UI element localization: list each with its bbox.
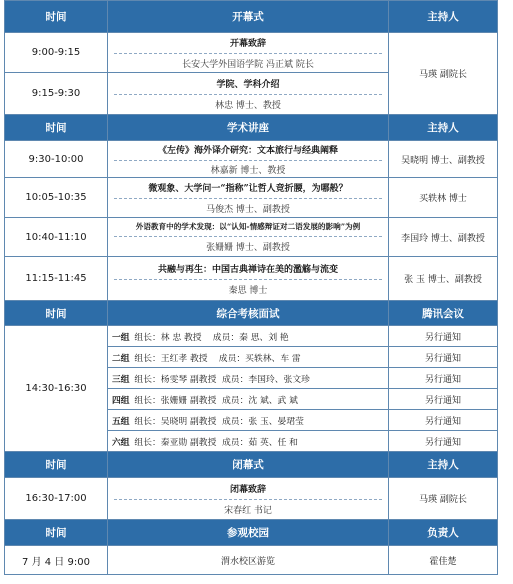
section-header-opening: [5, 1, 498, 33]
host-cell: 马瑛 副院长: [389, 33, 498, 115]
group-leader: 组长：秦亚勋 副教授: [134, 437, 217, 448]
session-cell: [108, 141, 389, 178]
host-cell: 马瑛 副院长: [389, 478, 498, 520]
visit-title: 渭水校区游览: [108, 546, 389, 575]
divider: [114, 94, 382, 95]
host-cell: 买轶林 博士: [389, 178, 498, 218]
time-cell: 16:30-17:00: [5, 478, 108, 520]
session-cell: [108, 218, 389, 257]
speaker: 长安大学外国语学院 冯正斌 院长: [182, 59, 314, 70]
header-title: 学术讲座: [108, 115, 389, 141]
table-row: [5, 141, 498, 178]
divider: [114, 236, 382, 237]
note-cell: 另行通知: [389, 389, 498, 410]
group-cell: [108, 347, 389, 368]
table-row: [5, 257, 498, 301]
note-cell: 另行通知: [389, 431, 498, 452]
host-cell: 霍佳楚: [389, 546, 498, 575]
header-time: 时间: [5, 301, 108, 326]
speaker: 林嘉新 博士、教授: [210, 165, 286, 176]
group-leader: 组长：王红孝 教授: [134, 353, 208, 364]
group-label: 四组: [112, 395, 130, 406]
group-label: 三组: [112, 374, 130, 385]
group-leader: 组长：吴晓明 副教授: [134, 416, 217, 427]
time-cell: 10:40-11:10: [5, 218, 108, 257]
session-title: 微观象、大学问一“指称”让哲人竞折腰，为哪般？: [148, 183, 348, 194]
divider: [114, 499, 382, 500]
table-row: [5, 546, 498, 575]
table-row: [5, 326, 498, 347]
time-cell: 14:30-16:30: [5, 326, 108, 452]
note-cell: 另行通知: [389, 410, 498, 431]
time-cell: 10:05-10:35: [5, 178, 108, 218]
group-leader: 组长：杨雯琴 副教授: [134, 374, 217, 385]
time-cell: 9:30-10:00: [5, 141, 108, 178]
speaker: 张姗姗 博士、副教授: [206, 243, 290, 253]
note-cell: 另行通知: [389, 326, 498, 347]
note-cell: 另行通知: [389, 347, 498, 368]
section-header-exam: [5, 301, 498, 326]
header-title: 参观校园: [108, 520, 389, 546]
time-cell: 11:15-11:45: [5, 257, 108, 301]
group-cell: [108, 410, 389, 431]
host-cell: 李国玲 博士、副教授: [389, 218, 498, 257]
divider: [114, 279, 382, 280]
header-title: 闭幕式: [108, 452, 389, 478]
section-header-lectures: [5, 115, 498, 141]
section-header-visit: [5, 520, 498, 546]
group-label: 五组: [112, 416, 130, 427]
header-title: 开幕式: [108, 1, 389, 33]
time-cell: 7 月 4 日 9:00: [5, 546, 108, 575]
session-cell: [108, 33, 389, 73]
header-host: 主持人: [389, 452, 498, 478]
schedule-table: [4, 0, 498, 575]
time-cell: 9:00-9:15: [5, 33, 108, 73]
group-cell: [108, 389, 389, 410]
host-cell: 张 玉 博士、副教授: [389, 257, 498, 301]
session-title: 外语教育中的学术发现：以“认知-情感辩证对二语发展的影响”为例: [135, 222, 361, 231]
header-host: 腾讯会议: [389, 301, 498, 326]
speaker: 秦思 博士: [228, 285, 268, 296]
header-host: 主持人: [389, 115, 498, 141]
session-cell: [108, 73, 389, 115]
section-header-closing: [5, 452, 498, 478]
session-cell: [108, 478, 389, 520]
group-cell: [108, 368, 389, 389]
speaker: 林忠 博士、教授: [215, 100, 281, 111]
group-members: 成员：买轶林、车 雷: [218, 353, 301, 364]
table-row: [5, 178, 498, 218]
group-members: 成员：张 玉、晏珺莹: [221, 416, 304, 427]
host-cell: 吴晓明 博士、副教授: [389, 141, 498, 178]
session-title: 共融与再生：中国古典禅诗在美的濫觞与流变: [157, 264, 338, 275]
divider: [114, 160, 382, 161]
group-members: 成员：沈 斌、武 斌: [221, 395, 298, 406]
session-cell: [108, 178, 389, 218]
group-leader: 组长：林 忠 教授: [134, 332, 202, 343]
group-members: 成员：秦 思、刘 艳: [212, 332, 289, 343]
header-title: 综合考核面试: [108, 301, 389, 326]
table-row: [5, 218, 498, 257]
group-label: 六组: [112, 437, 130, 448]
session-title: 《左传》海外译介研究：文本旅行与经典阐释: [157, 145, 338, 156]
table-row: [5, 33, 498, 73]
header-time: 时间: [5, 452, 108, 478]
group-members: 成员：茹 英、任 和: [221, 437, 298, 448]
session-cell: [108, 257, 389, 301]
divider: [114, 198, 382, 199]
time-cell: 9:15-9:30: [5, 73, 108, 115]
header-host: 主持人: [389, 1, 498, 33]
header-host: 负责人: [389, 520, 498, 546]
divider: [114, 53, 382, 54]
group-label: 二组: [112, 353, 130, 364]
speaker: 宋春红 书记: [224, 505, 272, 516]
note-cell: 另行通知: [389, 368, 498, 389]
header-time: 时间: [5, 1, 108, 33]
group-leader: 组长：张姗姗 副教授: [134, 395, 217, 406]
header-time: 时间: [5, 520, 108, 546]
group-cell: [108, 431, 389, 452]
table-row: [5, 478, 498, 520]
header-time: 时间: [5, 115, 108, 141]
session-title: 开幕致辞: [229, 38, 266, 49]
speaker: 马俊杰 博士、副教授: [206, 204, 290, 215]
session-title: 闭幕致辞: [229, 484, 266, 495]
group-members: 成员：李国玲、张文珍: [221, 374, 310, 385]
session-title: 学院、学科介绍: [216, 79, 280, 90]
group-label: 一组: [112, 332, 130, 343]
group-cell: [108, 326, 389, 347]
